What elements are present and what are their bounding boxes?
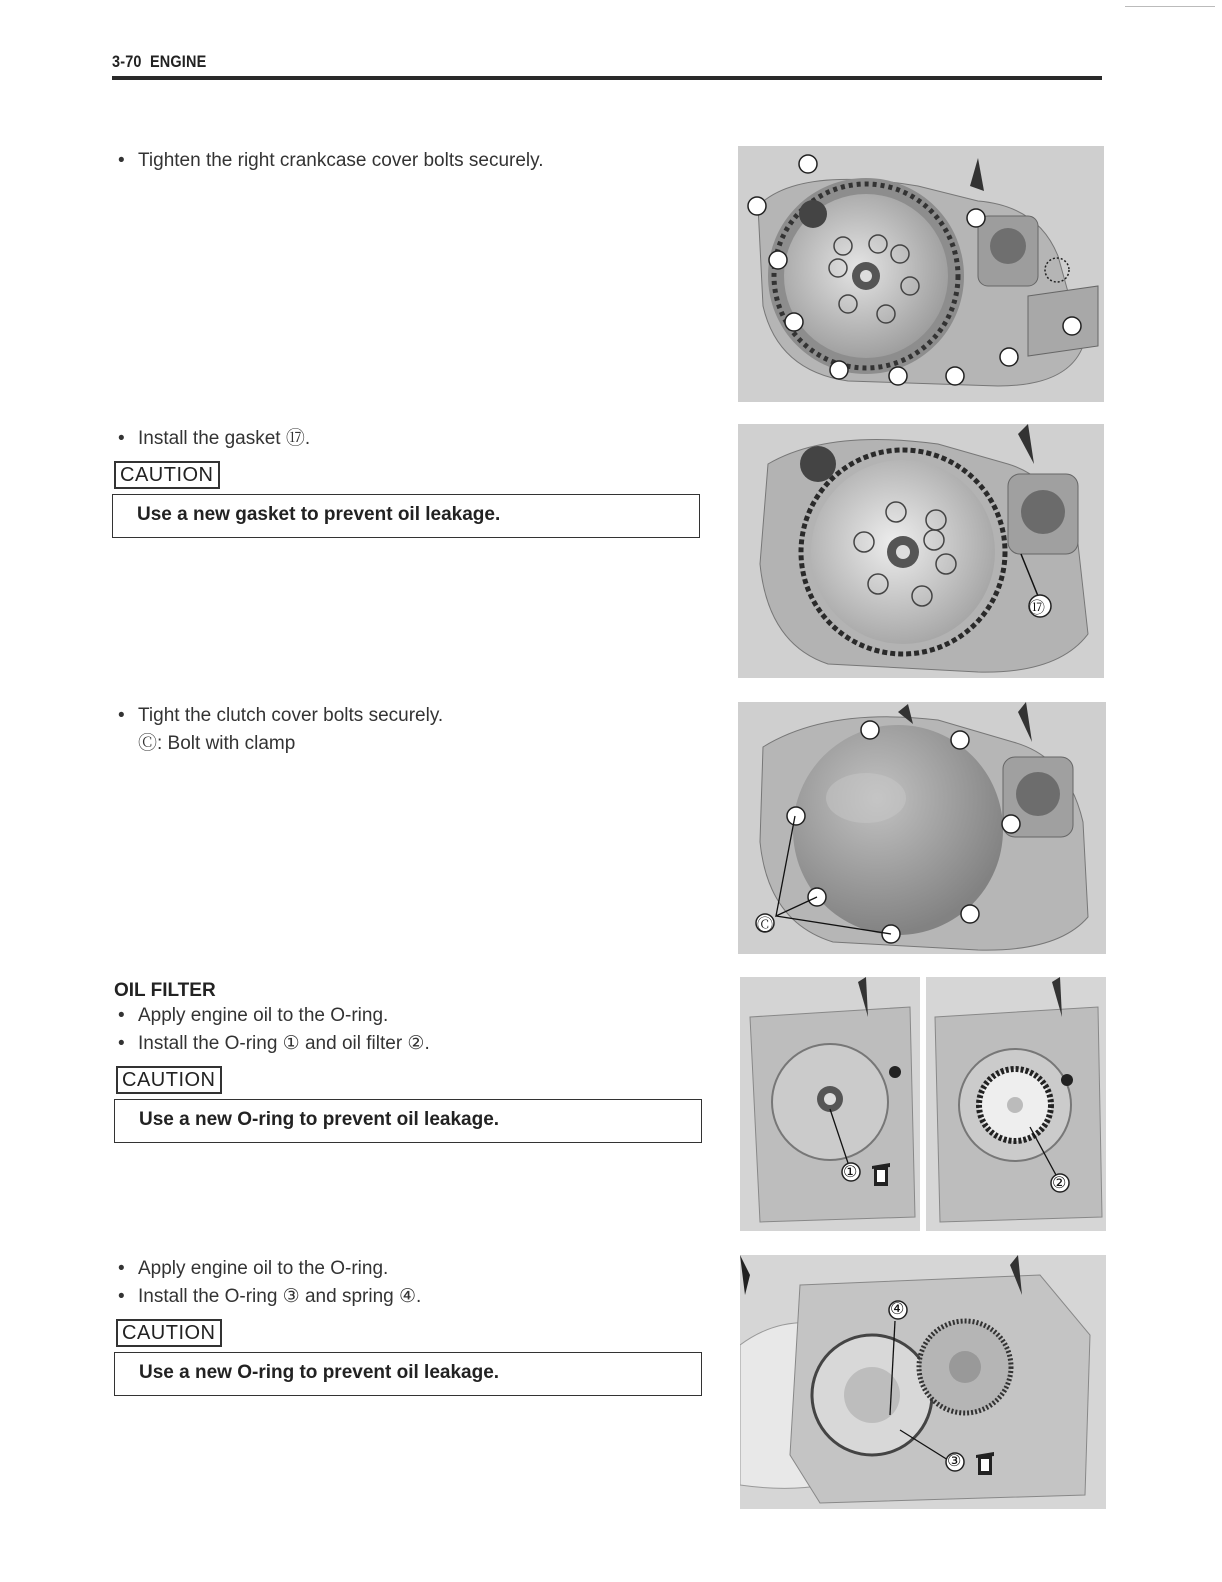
oil-filter-bullet-1: [118, 1002, 388, 1030]
step-2: [118, 425, 310, 453]
section-heading-oil-filter: OIL FILTER: [114, 980, 216, 1001]
spring-bullet-1: [118, 1255, 388, 1283]
oring-3-callout-label: ③: [947, 1451, 962, 1470]
gasket-callout-label: ⑰: [1029, 598, 1046, 617]
bullet-text: Install the O-ring ③ and spring ④.: [138, 1286, 422, 1307]
header-rule: [112, 76, 1102, 80]
caution-box: Use a new O-ring to prevent oil leakage.: [114, 1352, 702, 1396]
filter-2-callout-label: ②: [1052, 1173, 1067, 1192]
step-1: [118, 147, 544, 175]
bullet: •: [118, 428, 125, 449]
photo-crankcase-cover: [738, 146, 1104, 402]
oil-filter-bullet-2: [118, 1030, 430, 1058]
bullet: •: [118, 1005, 125, 1026]
oil-can-icon: [976, 1452, 994, 1475]
bullet: •: [118, 1258, 125, 1279]
oring-1-callout-label: ①: [843, 1162, 858, 1181]
page-header: 3-70 ENGINE: [112, 52, 207, 71]
spring-bullet-2: [118, 1283, 421, 1311]
bullet-text: Apply engine oil to the O-ring.: [138, 1005, 389, 1026]
caution-tag: CAUTION: [116, 1319, 222, 1347]
step-3: [118, 702, 443, 730]
caution-tag: CAUTION: [116, 1066, 222, 1094]
bullet: •: [118, 705, 125, 726]
bullet-text: Apply engine oil to the O-ring.: [138, 1258, 389, 1279]
photo-spring: [740, 1255, 1106, 1509]
spring-4-callout-label: ④: [890, 1299, 905, 1318]
photo-oil-filter: [740, 977, 1106, 1231]
corner-mark: [1125, 6, 1215, 7]
caution-tag: CAUTION: [114, 461, 220, 489]
photo-gasket: [738, 424, 1104, 678]
bullet-text: Install the O-ring ① and oil filter ②.: [138, 1033, 430, 1054]
caution-box: Use a new gasket to prevent oil leakage.: [112, 494, 700, 538]
step-3-text: Tight the clutch cover bolts securely.: [138, 705, 444, 726]
step-1-text: Tighten the right crankcase cover bolts securely.: [138, 150, 544, 171]
photo-clutch-cover: [738, 702, 1106, 954]
oil-can-icon: [872, 1163, 890, 1186]
bullet: •: [118, 1033, 125, 1054]
caution-box: Use a new O-ring to prevent oil leakage.: [114, 1099, 702, 1143]
step-3-note: Ⓒ: Bolt with clamp: [138, 733, 296, 754]
step-2-text: Install the gasket ⑰.: [138, 428, 311, 449]
bullet: •: [118, 150, 125, 171]
clamp-bolt-callout-label: Ⓒ: [757, 915, 774, 934]
bullet: •: [118, 1286, 125, 1307]
